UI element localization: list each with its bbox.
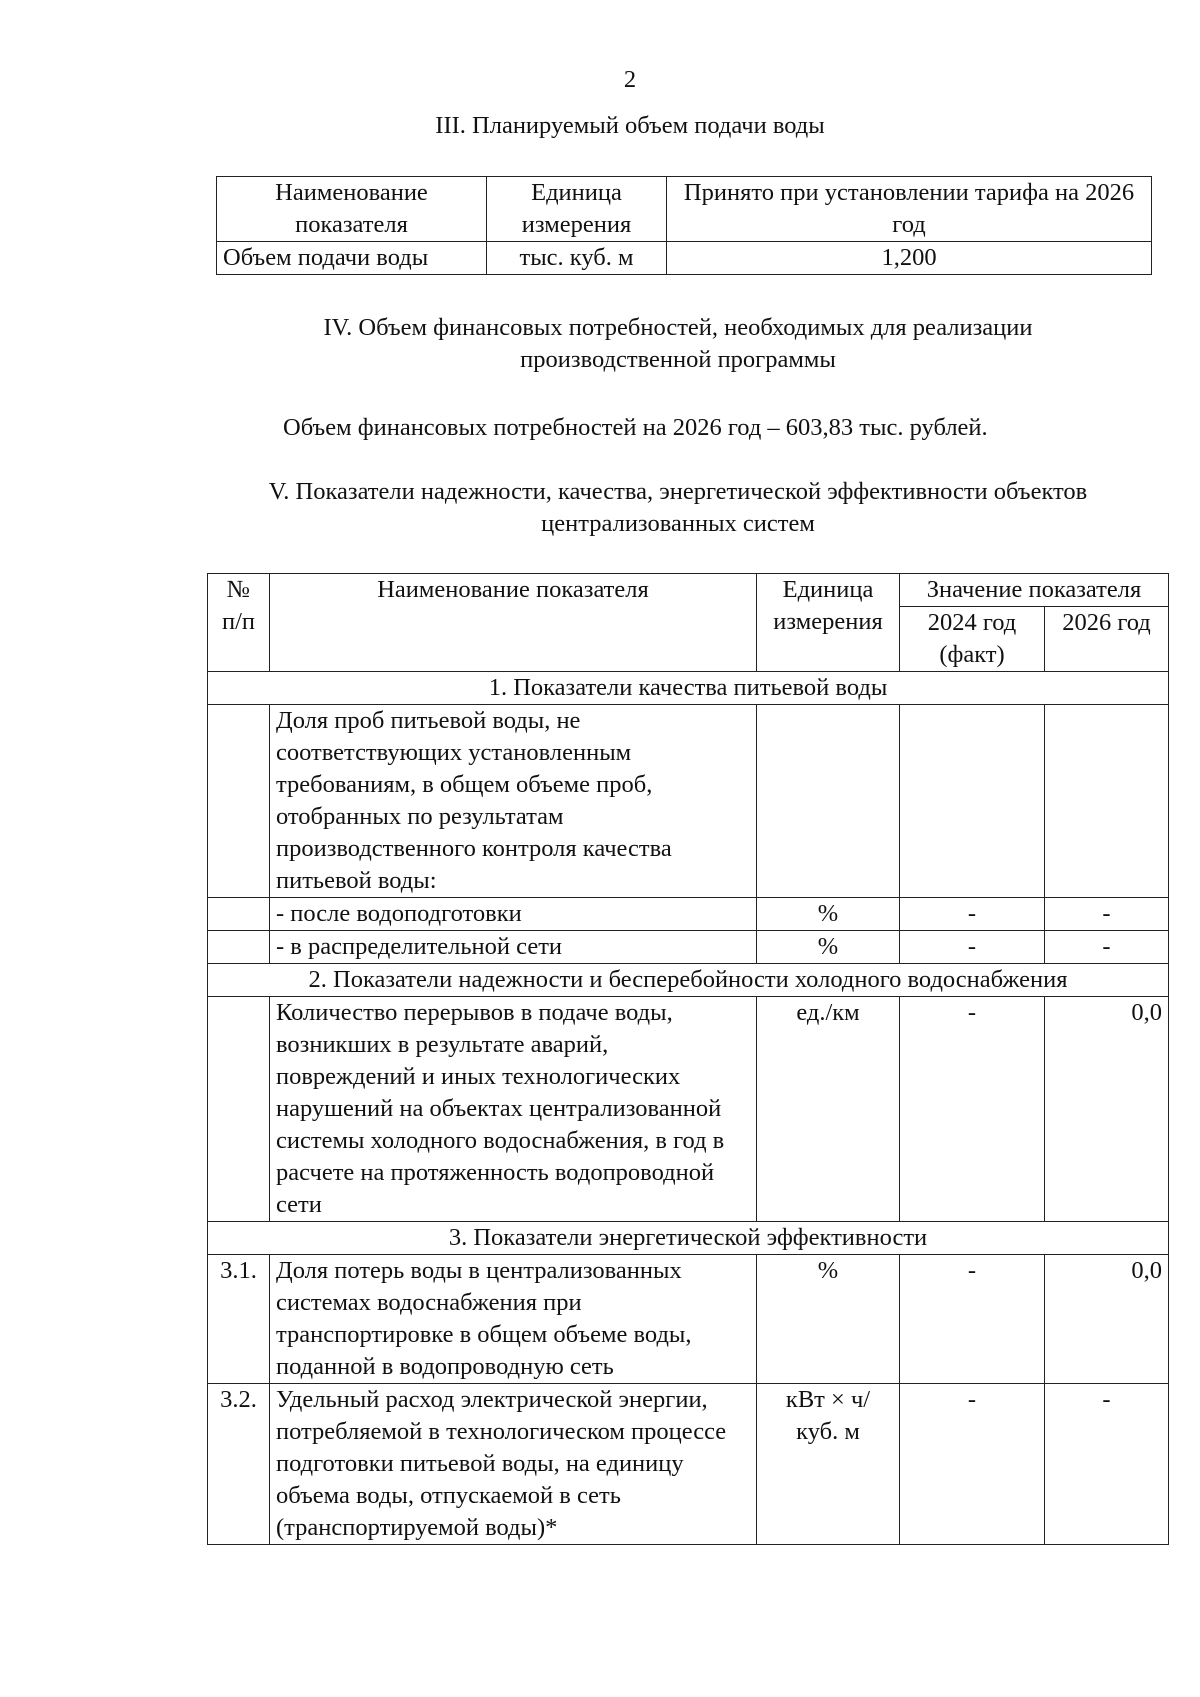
cell-2024: - [900,1255,1045,1384]
header-num: № п/п [208,574,270,672]
table-row [208,997,1169,1222]
section-4-text: Объем финансовых потребностей на 2026 год – 603,83 тыс. рублей. [283,414,988,441]
header-value: Значение показателя [900,574,1169,607]
header-2024: 2024 год (факт) [900,607,1045,672]
header-name: Наименование показателя [217,177,487,242]
cell-2024 [900,705,1045,898]
group-row [208,964,1169,997]
cell-unit: тыс. куб. м [487,242,667,275]
group-1-title: 1. Показатели качества питьевой воды [208,672,1169,705]
cell-name: - в распределительной сети [270,931,757,964]
header-unit: Единица измерения [487,177,667,242]
header-name: Наименование показателя [270,574,757,672]
cell-num [208,705,270,898]
cell-name: Доля проб питьевой воды, не соответствующих установленным требованиям, в общем объеме проб, отобранных по результатам производственного контроля качества питьевой воды: [270,705,757,898]
cell-unit: % [757,898,900,931]
section-4-title: IV. Объем финансовых потребностей, необходимых для реализации производственной программы [323,314,1033,374]
cell-unit: кВт × ч/ куб. м [757,1384,900,1545]
cell-num [208,931,270,964]
header-unit: Единица измерения [757,574,900,672]
cell-unit: % [757,1255,900,1384]
table-row [208,1255,1169,1384]
table-header-row [217,177,1152,242]
cell-num: 3.1. [208,1255,270,1384]
cell-num: 3.2. [208,1384,270,1545]
cell-num [208,898,270,931]
cell-2024: - [900,997,1045,1222]
cell-name: Доля потерь воды в централизованных системах водоснабжения при транспортировке в общем объеме воды, поданной в водопроводную сеть [270,1255,757,1384]
table-row [208,705,1169,898]
group-row [208,1222,1169,1255]
section-5-title: V. Показатели надежности, качества, энергетической эффективности объектов централизованных систем [268,478,1088,538]
cell-2026: - [1045,1384,1169,1545]
section-3-title: III. Планируемый объем подачи воды [435,112,825,139]
cell-unit [757,705,900,898]
cell-2024: - [900,1384,1045,1545]
header-accepted: Принято при установлении тарифа на 2026 год [667,177,1152,242]
cell-2026: - [1045,931,1169,964]
cell-value: 1,200 [667,242,1152,275]
cell-unit: % [757,931,900,964]
cell-name: - после водоподготовки [270,898,757,931]
cell-2026: 0,0 [1045,997,1169,1222]
table-header-row [208,574,1169,607]
cell-name: Удельный расход электрической энергии, потребляемой в технологическом процессе подготовки питьевой воды, на единицу объема воды, отпускаемой в сеть (транспортируемой воды)* [270,1384,757,1545]
group-2-title: 2. Показатели надежности и бесперебойности холодного водоснабжения [208,964,1169,997]
cell-2026: - [1045,898,1169,931]
table-row [208,898,1169,931]
group-row [208,672,1169,705]
table-row [208,931,1169,964]
group-3-title: 3. Показатели энергетической эффективности [208,1222,1169,1255]
cell-name: Количество перерывов в подаче воды, возникших в результате аварий, повреждений и иных технологических нарушений на объектах централизованной системы холодного водоснабжения, в год в расчете на протяженность водопроводной сети [270,997,757,1222]
cell-2024: - [900,931,1045,964]
cell-2026 [1045,705,1169,898]
table-row [208,1384,1169,1545]
cell-num [208,997,270,1222]
cell-unit: ед./км [757,997,900,1222]
table-row [217,242,1152,275]
page-number: 2 [623,66,637,93]
cell-2026: 0,0 [1045,1255,1169,1384]
cell-name: Объем подачи воды [217,242,487,275]
cell-2024: - [900,898,1045,931]
indicators-table [207,573,1169,1545]
supply-volume-table [216,176,1152,275]
header-2026: 2026 год [1045,607,1169,672]
